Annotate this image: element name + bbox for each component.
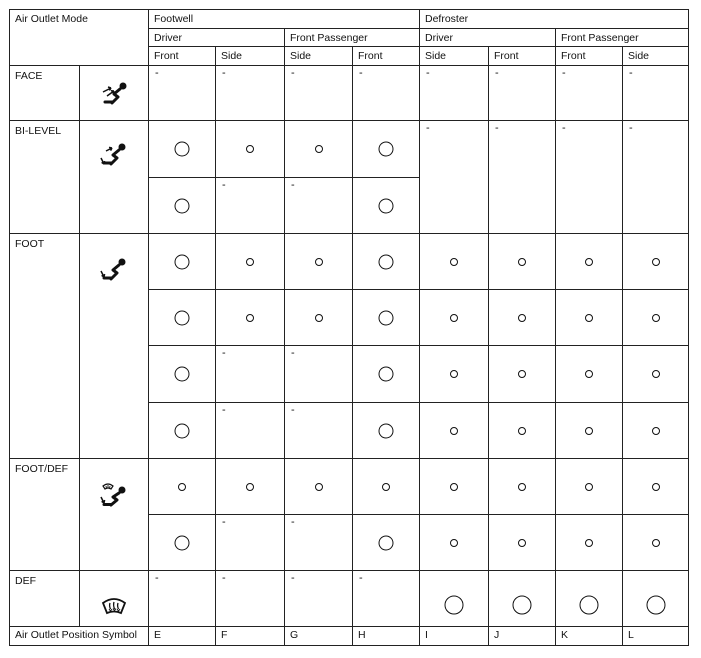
large-circle-symbol	[646, 596, 665, 615]
cell-foot-1-E	[149, 234, 216, 290]
cell-foot-2-G	[285, 290, 353, 346]
cell-foot-def-2-L	[623, 515, 689, 571]
dash-mark: -	[426, 67, 430, 79]
cell-bi-level-L	[623, 121, 689, 234]
cell-foot-2-E	[149, 290, 216, 346]
small-circle-symbol	[450, 539, 458, 547]
cell-foot-def-1-H	[353, 459, 420, 515]
cell-foot-def-2-E	[149, 515, 216, 571]
cell-foot-3-L	[623, 346, 689, 403]
symbol-G: G	[285, 627, 353, 646]
dash-mark: -	[562, 67, 566, 79]
cell-foot-def-2-J	[489, 515, 556, 571]
header-side: Side	[623, 47, 689, 66]
small-circle-symbol	[518, 370, 526, 378]
small-circle-symbol	[315, 483, 323, 491]
dash-mark: -	[562, 122, 566, 134]
header-side: Side	[420, 47, 489, 66]
cell-face-F	[216, 66, 285, 121]
small-circle-symbol	[652, 370, 660, 378]
dash-mark: -	[495, 122, 499, 134]
foot-def-vent-person-icon	[98, 481, 128, 507]
cell-foot-def-2-K	[556, 515, 623, 571]
large-circle-symbol	[379, 198, 394, 213]
small-circle-symbol	[450, 483, 458, 491]
small-circle-symbol	[518, 483, 526, 491]
cell-foot-def-1-G	[285, 459, 353, 515]
dash-mark: -	[426, 122, 430, 134]
cell-bi-level-1-G	[285, 121, 353, 178]
dash-mark: -	[291, 572, 295, 584]
header-side: Side	[285, 47, 353, 66]
bi-level-icon-cell	[80, 121, 149, 234]
header-front: Front	[353, 47, 420, 66]
small-circle-symbol	[585, 483, 593, 491]
symbol-F: F	[216, 627, 285, 646]
dash-mark: -	[495, 67, 499, 79]
cell-bi-level-2-G	[285, 178, 353, 234]
cell-foot-1-H	[353, 234, 420, 290]
large-circle-symbol	[175, 142, 190, 157]
cell-foot-3-H	[353, 346, 420, 403]
cell-bi-level-K	[556, 121, 623, 234]
large-circle-symbol	[513, 596, 532, 615]
cell-foot-def-1-K	[556, 459, 623, 515]
cell-foot-4-E	[149, 403, 216, 459]
small-circle-symbol	[652, 539, 660, 547]
cell-foot-4-G	[285, 403, 353, 459]
cell-bi-level-1-E	[149, 121, 216, 178]
dash-mark: -	[222, 67, 226, 79]
small-circle-symbol	[246, 314, 254, 322]
cell-foot-3-J	[489, 346, 556, 403]
dash-mark: -	[222, 404, 226, 416]
header-footwell-front-passenger: Front Passenger	[285, 29, 420, 47]
cell-bi-level-J	[489, 121, 556, 234]
bi-level-vent-person-icon	[98, 141, 128, 167]
small-circle-symbol	[450, 258, 458, 266]
small-circle-symbol	[652, 483, 660, 491]
dash-mark: -	[291, 67, 295, 79]
cell-bi-level-2-F	[216, 178, 285, 234]
large-circle-symbol	[175, 254, 190, 269]
small-circle-symbol	[585, 370, 593, 378]
cell-foot-2-J	[489, 290, 556, 346]
air-outlet-table	[9, 9, 689, 646]
cell-foot-2-I	[420, 290, 489, 346]
cell-def-H	[353, 571, 420, 627]
large-circle-symbol	[580, 596, 599, 615]
cell-foot-1-F	[216, 234, 285, 290]
cell-foot-def-2-H	[353, 515, 420, 571]
small-circle-symbol	[315, 258, 323, 266]
cell-foot-3-K	[556, 346, 623, 403]
header-front: Front	[556, 47, 623, 66]
cell-face-E	[149, 66, 216, 121]
cell-foot-3-G	[285, 346, 353, 403]
dash-mark: -	[155, 572, 159, 584]
cell-foot-1-K	[556, 234, 623, 290]
small-circle-symbol	[315, 145, 323, 153]
cell-foot-def-1-F	[216, 459, 285, 515]
dash-mark: -	[359, 67, 363, 79]
small-circle-symbol	[518, 427, 526, 435]
cell-foot-def-2-G	[285, 515, 353, 571]
foot-vent-person-icon	[98, 256, 128, 282]
cell-foot-4-F	[216, 403, 285, 459]
large-circle-symbol	[445, 596, 464, 615]
cell-def-E	[149, 571, 216, 627]
cell-bi-level-2-H	[353, 178, 420, 234]
small-circle-symbol	[246, 145, 254, 153]
cell-def-K	[556, 571, 623, 627]
small-circle-symbol	[585, 314, 593, 322]
header-defroster-front-passenger: Front Passenger	[556, 29, 689, 47]
cell-foot-def-1-J	[489, 459, 556, 515]
cell-foot-4-I	[420, 403, 489, 459]
cell-foot-3-E	[149, 346, 216, 403]
dash-mark: -	[629, 67, 633, 79]
header-air-outlet-mode: Air Outlet Mode	[10, 10, 149, 66]
foot-def-icon-cell	[80, 459, 149, 571]
small-circle-symbol	[315, 314, 323, 322]
cell-foot-def-1-I	[420, 459, 489, 515]
def-icon-cell	[80, 571, 149, 627]
small-circle-symbol	[585, 258, 593, 266]
small-circle-symbol	[450, 370, 458, 378]
cell-def-F	[216, 571, 285, 627]
cell-foot-4-K	[556, 403, 623, 459]
dash-mark: -	[629, 122, 633, 134]
large-circle-symbol	[175, 367, 190, 382]
large-circle-symbol	[379, 535, 394, 550]
cell-def-G	[285, 571, 353, 627]
large-circle-symbol	[379, 254, 394, 269]
large-circle-symbol	[175, 310, 190, 325]
cell-foot-3-I	[420, 346, 489, 403]
large-circle-symbol	[379, 310, 394, 325]
small-circle-symbol	[585, 539, 593, 547]
small-circle-symbol	[450, 314, 458, 322]
small-circle-symbol	[450, 427, 458, 435]
cell-foot-def-1-E	[149, 459, 216, 515]
large-circle-symbol	[379, 423, 394, 438]
dash-mark: -	[222, 572, 226, 584]
dash-mark: -	[291, 404, 295, 416]
cell-foot-1-J	[489, 234, 556, 290]
cell-foot-2-F	[216, 290, 285, 346]
dash-mark: -	[155, 67, 159, 79]
dash-mark: -	[359, 572, 363, 584]
cell-foot-def-2-F	[216, 515, 285, 571]
small-circle-symbol	[518, 258, 526, 266]
cell-foot-2-H	[353, 290, 420, 346]
cell-face-I	[420, 66, 489, 121]
symbol-E: E	[149, 627, 216, 646]
header-front: Front	[489, 47, 556, 66]
header-footwell-driver: Driver	[149, 29, 285, 47]
header-side: Side	[216, 47, 285, 66]
header-footwell: Footwell	[149, 10, 420, 29]
dash-mark: -	[291, 179, 295, 191]
symbol-H: H	[353, 627, 420, 646]
cell-bi-level-2-E	[149, 178, 216, 234]
large-circle-symbol	[175, 198, 190, 213]
foot-icon-cell	[80, 234, 149, 459]
dash-mark: -	[291, 516, 295, 528]
large-circle-symbol	[175, 535, 190, 550]
cell-foot-4-J	[489, 403, 556, 459]
cell-bi-level-I	[420, 121, 489, 234]
header-defroster: Defroster	[420, 10, 689, 29]
windshield-defroster-icon	[101, 596, 127, 616]
small-circle-symbol	[652, 258, 660, 266]
cell-face-K	[556, 66, 623, 121]
face-vent-person-icon	[80, 66, 149, 121]
cell-foot-1-I	[420, 234, 489, 290]
cell-def-I	[420, 571, 489, 627]
small-circle-symbol	[652, 427, 660, 435]
mode-label-foot: FOOT	[10, 234, 80, 459]
small-circle-symbol	[652, 314, 660, 322]
large-circle-symbol	[175, 423, 190, 438]
symbol-I: I	[420, 627, 489, 646]
cell-foot-2-L	[623, 290, 689, 346]
dash-mark: -	[222, 347, 226, 359]
large-circle-symbol	[379, 142, 394, 157]
cell-foot-3-F	[216, 346, 285, 403]
cell-foot-def-2-I	[420, 515, 489, 571]
cell-face-J	[489, 66, 556, 121]
cell-def-L	[623, 571, 689, 627]
mode-label-face: FACE	[10, 66, 80, 121]
mode-label-bi-level: BI-LEVEL	[10, 121, 80, 234]
cell-foot-4-L	[623, 403, 689, 459]
header-defroster-driver: Driver	[420, 29, 556, 47]
cell-face-H	[353, 66, 420, 121]
small-circle-symbol	[246, 483, 254, 491]
small-circle-symbol	[246, 258, 254, 266]
small-circle-symbol	[178, 483, 186, 491]
small-circle-symbol	[518, 539, 526, 547]
cell-face-L	[623, 66, 689, 121]
mode-label-def: DEF	[10, 571, 80, 627]
cell-bi-level-1-F	[216, 121, 285, 178]
cell-foot-2-K	[556, 290, 623, 346]
mode-label-foot-def: FOOT/DEF	[10, 459, 80, 571]
cell-foot-def-1-L	[623, 459, 689, 515]
dash-mark: -	[222, 516, 226, 528]
cell-foot-1-G	[285, 234, 353, 290]
cell-bi-level-1-H	[353, 121, 420, 178]
small-circle-symbol	[585, 427, 593, 435]
small-circle-symbol	[382, 483, 390, 491]
symbol-K: K	[556, 627, 623, 646]
cell-foot-1-L	[623, 234, 689, 290]
dash-mark: -	[222, 179, 226, 191]
header-front: Front	[149, 47, 216, 66]
footer-air-outlet-position-symbol: Air Outlet Position Symbol	[10, 627, 149, 646]
cell-def-J	[489, 571, 556, 627]
cell-foot-4-H	[353, 403, 420, 459]
symbol-L: L	[623, 627, 689, 646]
large-circle-symbol	[379, 367, 394, 382]
cell-face-G	[285, 66, 353, 121]
symbol-J: J	[489, 627, 556, 646]
small-circle-symbol	[518, 314, 526, 322]
dash-mark: -	[291, 347, 295, 359]
